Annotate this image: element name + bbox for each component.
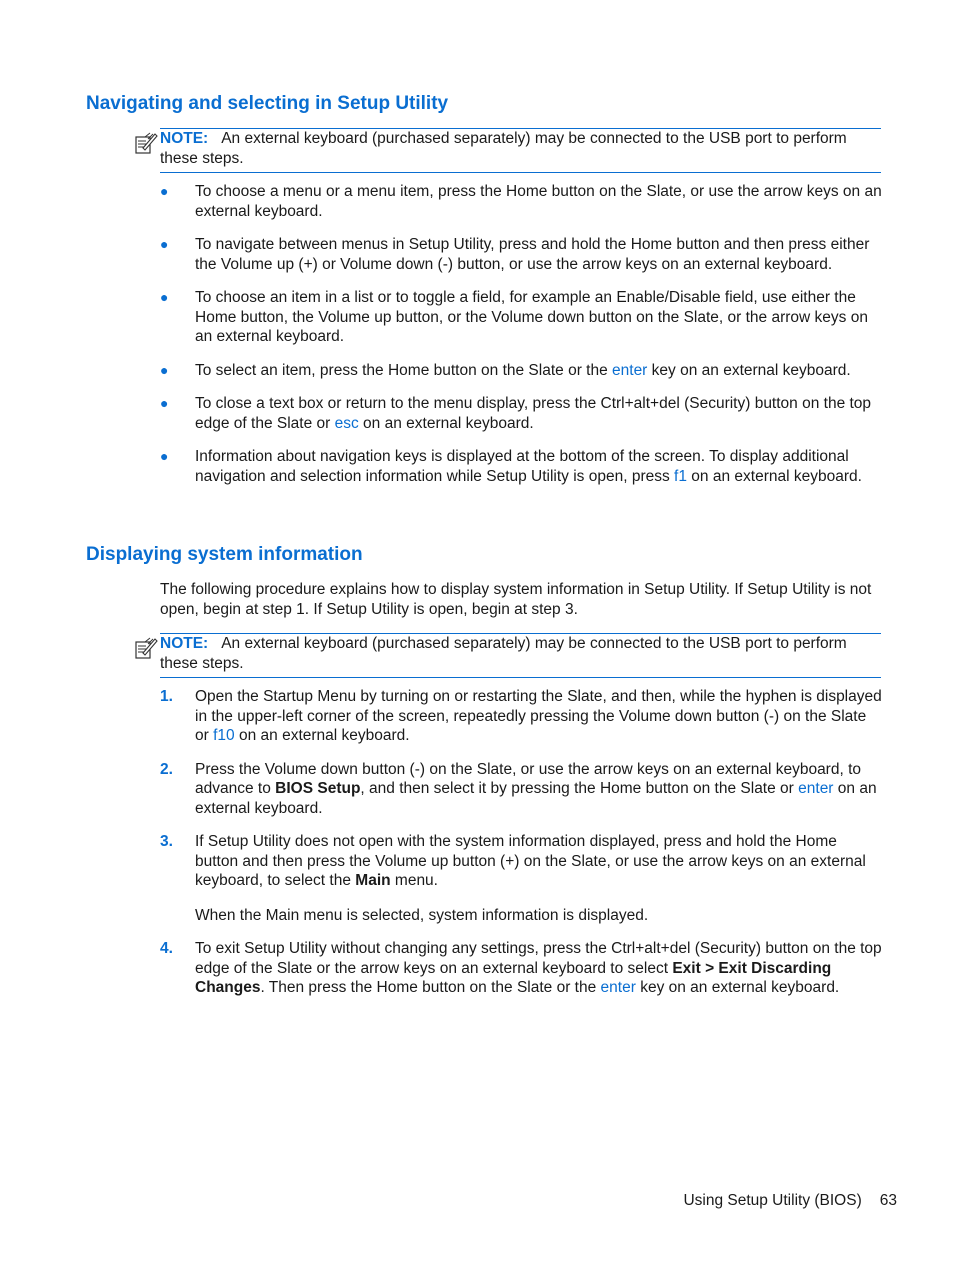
note-box	[160, 633, 881, 678]
list-item: ● To choose an item in a list or to toggle a field, for example an Enable/Disable field, use either the Home button, the Volume up button, or the Volume down button on the Slate, or the arrow keys on an external keyboard.	[160, 289, 868, 345]
key-enter: enter	[600, 979, 636, 996]
step-2: 2. Press the Volume down button (-) on the Slate, or use the arrow keys on an external keyboard, to advance to BIOS Setup, and then select it by pressing the Home button on the Slate or enter on an external keyboard.	[160, 760, 877, 817]
step-number: 1.	[160, 688, 173, 705]
key-enter: enter	[612, 361, 648, 379]
note-text: An external keyboard (purchased separately) may be connected to the USB port to perform these steps.	[160, 635, 847, 672]
bullet-icon: ●	[160, 395, 169, 411]
step-4: 4. To exit Setup Utility without changing any settings, press the Ctrl+alt+del (Security) button on the top edge of the Slate or the arrow keys on an external keyboard to select Exit > Exit Discarding Changes. Then press the Home button on the Slate or the enter key on an external keyboard.	[160, 940, 882, 996]
bold-term: Exit > Exit Discarding Changes	[195, 959, 832, 996]
key-esc: esc	[334, 414, 359, 432]
bullet-icon: ●	[160, 289, 169, 305]
note-label: NOTE:	[160, 635, 209, 652]
list-item: ● To close a text box or return to the menu display, press the Ctrl+alt+del (Security) button on the top edge of the Slate or esc on an external keyboard.	[160, 395, 872, 432]
page-number: 63	[879, 1192, 897, 1209]
bold-term: Main	[355, 872, 391, 889]
steps-list	[160, 687, 882, 1012]
step-3-note: When the Main menu is selected, system information is displayed.	[195, 906, 649, 924]
bullet-icon: ●	[160, 183, 169, 199]
key-f10: f10	[213, 727, 235, 744]
bullet-icon: ●	[160, 361, 169, 378]
key-f1: f1	[674, 467, 687, 485]
note-text: An external keyboard (purchased separately) may be connected to the USB port to perform these steps.	[160, 130, 847, 167]
section-heading-navigating: Navigating and selecting in Setup Utility	[86, 93, 449, 114]
step-3: 3. If Setup Utility does not open with the system information displayed, press and hold the Home button and then press the Volume up button (+) on the Slate, or use the arrow keys on an external keyboard, to select the Main menu. When the Main menu is selected, system information is displayed.	[160, 832, 882, 925]
note-icon	[133, 131, 159, 155]
list-item: ● To navigate between menus in Setup Utility, press and hold the Home button and then press either the Volume up (+) or Volume down (-) button, or use the arrow keys on an external keyboard.	[160, 236, 870, 273]
bullet-icon: ●	[160, 236, 169, 252]
list-item: ● To select an item, press the Home button on the Slate or the enter key on an external keyboard.	[160, 361, 851, 379]
note-icon	[133, 636, 159, 660]
note-box	[160, 128, 881, 173]
page-footer	[683, 1192, 897, 1210]
step-number: 2.	[160, 760, 173, 778]
intro-paragraph: The following procedure explains how to display system information in Setup Utility. If Setup Utility is not open, begin at step 1. If Setup Utility is open, begin at step 3.	[160, 581, 872, 618]
section-heading-system-info: Displaying system information	[86, 544, 363, 565]
list-item: ● Information about navigation keys is displayed at the bottom of the screen. To display additional navigation and selection information while Setup Utility is open, press f1 on an external keyboard.	[160, 448, 862, 485]
note-label: NOTE:	[160, 130, 209, 147]
bold-term: BIOS Setup	[275, 780, 361, 797]
key-enter: enter	[798, 780, 834, 797]
step-number: 4.	[160, 940, 173, 957]
list-item: ● To choose a menu or a menu item, press the Home button on the Slate, or use the arrow keys on an external keyboard.	[160, 183, 882, 220]
step-1: 1. Open the Startup Menu by turning on or restarting the Slate, and then, while the hyphen is displayed in the upper-left corner of the screen, repeatedly pressing the Volume down button (-) on the Slate or f10 on an external keyboard.	[160, 688, 882, 744]
navigation-bullet-list	[160, 182, 882, 500]
step-number: 3.	[160, 833, 173, 850]
footer-title: Using Setup Utility (BIOS)	[683, 1192, 862, 1209]
bullet-icon: ●	[160, 448, 169, 464]
